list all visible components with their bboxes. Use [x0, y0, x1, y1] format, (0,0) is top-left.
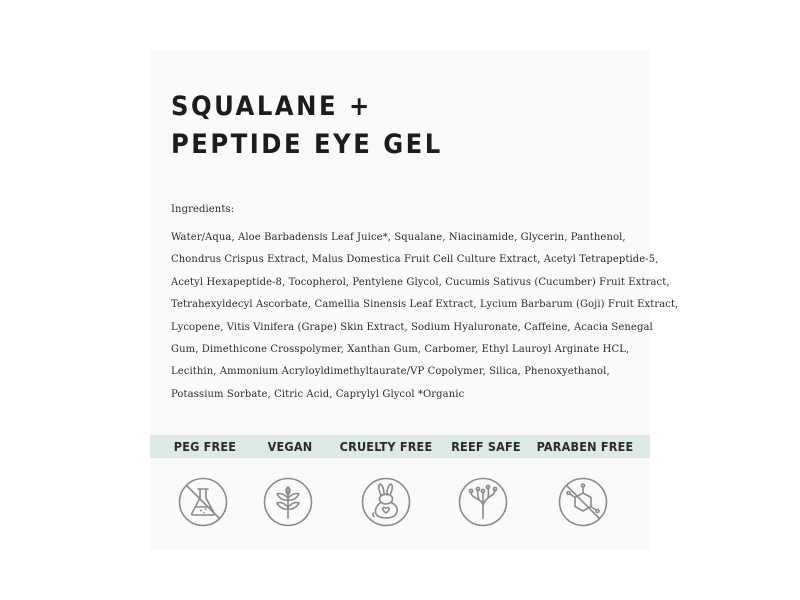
ingredients-line: Lycopene, Vitis Vinifera (Grape) Skin Extract, Sodium Hyaluronate, Caffeine, Acacia Senegal: [171, 321, 653, 333]
badge-label-vegan: VEGAN: [267, 439, 313, 454]
no-flask-icon: [177, 476, 229, 528]
ingredients-line: Lecithin, Ammonium Acryloyldimethyltaurate/VP Copolymer, Silica, Phenoxyethanol,: [171, 366, 610, 378]
ingredients-line: Water/Aqua, Aloe Barbadensis Leaf Juice*, Squalane, Niacinamide, Glycerin, Panthenol,: [171, 232, 626, 243]
badge-label-paraben-free: PARABEN FREE: [536, 439, 634, 454]
coral-icon: [457, 476, 509, 528]
ingredients-block: [171, 203, 679, 406]
no-molecule-icon: [557, 476, 609, 528]
rabbit-heart-icon: [360, 476, 412, 528]
ingredients-line: Potassium Sorbate, Citric Acid, Caprylyl Glycol *Organic: [171, 388, 465, 400]
badge-label-peg-free: PEG FREE: [173, 439, 237, 454]
product-title-line-2: PEPTIDE EYE GEL: [171, 129, 443, 160]
ingredients-line: Chondrus Crispus Extract, Malus Domestica Fruit Cell Culture Extract, Acetyl Tetrapeptide-5,: [171, 254, 659, 266]
badge-label-cruelty-free: CRUELTY FREE: [339, 439, 433, 454]
ingredients-line: Tetrahexyldecyl Ascorbate, Camellia Sinensis Leaf Extract, Lycium Barbarum (Goji) Fruit Extract,: [171, 299, 679, 311]
product-panel: [150, 50, 679, 550]
leaf-sprig-icon: [262, 476, 314, 528]
ingredients-label: Ingredients:: [171, 204, 235, 215]
ingredients-line: Gum, Dimethicone Crosspolymer, Xanthan Gum, Carbomer, Ethyl Lauroyl Arginate HCL,: [171, 344, 630, 356]
badge-label-reef-safe: REEF SAFE: [451, 439, 521, 454]
product-title: [171, 88, 443, 164]
badge-strip: [150, 435, 650, 458]
product-title-line-1: SQUALANE +: [171, 91, 372, 122]
ingredients-line: Acetyl Hexapeptide-8, Tocopherol, Pentylene Glycol, Cucumis Sativus (Cucumber) Fruit Extract,: [171, 276, 670, 288]
